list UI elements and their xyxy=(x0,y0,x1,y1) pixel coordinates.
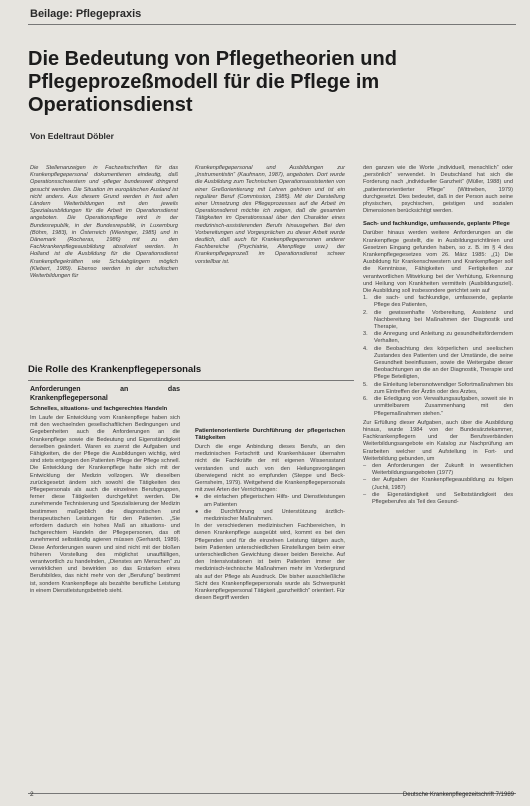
list-item: – die Eigenständigkeit und Selbstständigkeit des Pflegeberufes als Teil des Gesund- xyxy=(363,491,513,505)
col-b-bullets xyxy=(195,494,345,523)
section-rule xyxy=(28,380,354,381)
list-item: 4. die Beobachtung des körperlichen und seelischen Zustandes des Patienten und der Umstände, die seine Gesundheit beeinflussen, sowie die Weitergabe dieser Beobachtungen an die an der Diagnostik, Therapie und Pflege Beteiligten, xyxy=(363,345,513,381)
col-3-body: Darüber hinaus werden weitere Anforderungen an die Krankenpflege gestellt, die in Ausbildungsrichtlinien und Gesetzen Eingang gefunden haben, so z. B. im § 4 des Krankenpflegegesetzes vom 26. März 1985: „(1) Die Ausbildung für Krankenschwestern und Krankenpfleger soll die Kenntnisse, Fähigkeiten und Fertigkeiten zur verantwortlichen Mitwirkung bei der Verhütung, Erkennung und Heilung von Krankheiten vermitteln (Ausbildungsziel). Die Ausbildung soll insbesondere gerichtet sein auf xyxy=(363,230,513,295)
section-tag: Beilage: Pflegepraxis xyxy=(30,8,142,20)
list-item: 6. die Erledigung von Verwaltungsaufgaben, soweit sie in unmittelbarem Zusammenhang mit den Pflegemaßnahmen stehen.“ xyxy=(363,396,513,417)
col-3-numbered-list xyxy=(363,295,513,417)
intro-col-1: Die Stellenanzeigen in Fachzeitschriften für das Krankenpflegepersonal dokumentieren eindeutig, daß Operationsschwestern und -pfleger bundesweit dringend gesucht werden. Die Situation im europäischen Ausland ist nicht anders. Aus diesem Grund werden in fast allen Ländern Weiterbildungen mit den jeweils Spezialausbildungen für die Arbeit im Operationsdienst angeboten. Die Operationspflege wird in der Bundesrepublik, in der Bundesrepublik, in Luxemburg (Böhm, 1983), in Österreich (Wieninger, 1985) und in Dänemark (Rocheras, 1986) mit zu den Fachkrankenpflegeausbildung absolviert werden. In Holland ist die Ausbildung für die Operationsdienst Krankenpflegekräften wie Schulabgängern möglich (Klebert, 1989). Ebenso werden in der schulischen Weiterbildungen für xyxy=(30,165,178,280)
section-heading: Die Rolle des Krankenpflegepersonals xyxy=(28,364,202,375)
journal-citation: Deutsche Krankenpflegezeitschrift 7/1989 xyxy=(402,792,514,798)
list-item: ● die einfachen pflegerischen Hilfs- und Dienstleistungen am Patienten xyxy=(195,494,345,508)
page-number: 2 xyxy=(30,791,34,798)
intro-col-3: den ganzen wie die Worte „individuell, menschlich“ oder „persönlich“ verwendet. In Deutschland hat sich die Forderung nach „individueller Ganzheit“ (Müller, 1988) und „patientenorientierter Pflege“ (Wittneben, 1979) durchgesetzt. Dies bedeutet, daß in der Person auch seine physischen, psychischen, geistigen und sozialen Dimensionen berücksichtigt werden. xyxy=(363,165,513,215)
article-title: Die Bedeutung von Pflegetheorien und Pflegeprozeßmodell für die Pflege im Operationsdienst xyxy=(28,48,397,116)
col-b-body: Durch die enge Anbindung dieses Berufs, an den medizinischen Fortschritt und Krankenhäuser übernahm nicht die Fachkräfte der mit eigenen Wissensstand verstanden und auch von den Heilungsvorgängen überwiegend nicht so empfunden (Steppe und Beck-Gernsheim, 1979). Weitgehend die Krankenpflegepersonals mit zwei Arten der Verrichtungen: xyxy=(195,444,345,494)
list-item: 1. die sach- und fachkundige, umfassende, geplante Pflege des Patienten, xyxy=(363,295,513,309)
byline: Von Edeltraut Döbler xyxy=(30,131,114,141)
col-b-subheading: Patientenorientierte Durchführung der pflegerischen Tätigkeiten xyxy=(195,428,345,441)
col-b-body-2: In der verschiedenen medizinischen Fachbereichen, in denen Krankenpflege ausgeübt wird, kommt es bei den Pflegenden und für die einzelnen Leistung tätigen auch, beim Patienten unterschiedlichen Einstellungen beim einer unterschiedlichen Gewichtung dieser beiden Bereiche. Auf den Intensivstationen ist beim Patienten immer der medizinisch-technische Maßnahmen mehr im Vordergrund als auf der Pflege als Ausdruck. Die bisher ausschließliche Sicht des Krankenpflegepersonals wurde als Schwerpunkt Krankenpflegepersonal Tätigkeit „ganzheitlich“ orientiert. Für diesen Begriff werden xyxy=(195,523,345,602)
list-item: 5. die Einleitung lebensnotwendiger Sofortmaßnahmen bis zum Eintreffen der Ärztin oder des Arztes, xyxy=(363,381,513,395)
list-item: 3. die Anregung und Anleitung zu gesundheitsförderndem Verhalten, xyxy=(363,331,513,345)
list-item: – den Anforderungen der Zukunft in wesentlichen Weiterbildungsangeboten (1977) xyxy=(363,462,513,477)
col-a-subheading: Schnelles, situations- und fachgerechtes Handeln xyxy=(30,406,168,412)
list-item: 2. die gewissenhafte Vorbereitung, Assistenz und Nachbereitung bei Maßnahmen der Diagnostik und Therapie, xyxy=(363,309,513,331)
col-a-body: Im Laufe der Entwicklung vom Krankenpflege haben sich mit den wechselnden gesellschaftlichen Bedingungen und Gegebenheiten auch die Anforderungen an die Krankenpflege sowie die Bedeutung und Eigenständigkeit derselben geändert. Waren es zuerst die Aufgaben und Fähigkeiten, die der Pflege die Ausbildungen wichtig, wird sind stets entgegen den Patienten Pflege der Pflege schnell. Die Entwicklung der Krankenpflege hatte sich mit der Entwicklung der Medizin vollzogen. Wir dieselben zurückgesetzt ändern sich sowohl die Tätigkeiten des Pflegepersonals als auch die einzelnen Berufsgruppen, ferner diese Tätigkeiten durchgeführt werden. Die zunehmende Technisierung und Spezialisierung der Medizin bestimmen maßgeblich die diagnostischen und therapeutischen Leistungen für den Patienten. „Sie erfordern dadurch ein hohes Maß an situations- und fachgerechtem Handeln der Pflegepersonen, das oft zunehmend selbständig agieren müssen (Gerhardt, 1989). Diese Anforderungen waren und sind nicht mit der bloßen früheren Vorstellung des möglichst unauffälligen, verantwortlich zu handelnden, „Dienstes am Menschen“ zu verwirklichen und bewirkten so das Erstarken eines Berufsbildes, das nicht mehr von der „Berufung“ bestimmt ist, sondern Krankenpflege als bezahlte berufliche Leistung in einem Dienstleistungsbetrieb sieht. xyxy=(30,415,180,594)
list-item: ● die Durchführung und Unterstützung ärztlich-medizinischer Maßnahmen. xyxy=(195,508,345,523)
col-a-heading: Anforderungen an das Krankenpflegepersonal xyxy=(30,386,180,402)
col-3-heading: Sach- und fachkundige, umfassende, geplante Pflege xyxy=(363,221,510,228)
col-a xyxy=(30,386,180,595)
header-rule xyxy=(28,24,516,25)
col-b xyxy=(195,386,345,602)
col-3-bullets xyxy=(363,463,513,506)
list-item: – der Aufgaben der Krankenpflegeausbildung zu folgen (Juchli, 1987) xyxy=(363,477,513,491)
col-3-body-2: Zur Erfüllung dieser Aufgaben, auch über die Ausbildung hinaus, wurde 1984 von der Bundesärztekammer, Fachkrankenpflegern und der Berufsverbänden Weiterbildungsangebote ein Katalog zur Nachprüfung am Erarbeiten welcher und Aufstellung in Fort- und Weiterbildung gebunden, um xyxy=(363,419,513,462)
col-3-top xyxy=(363,165,513,506)
intro-col-2: Krankenpflegepersonal und Ausbildungen zur „Instrumentistin“ (Kaufmann, 1987), angeboten. Dort wurde die Ausbildung zum Technischen Operationsassistenten von einer Greßorientierung mit Lehren gehören und ist ein regulärer Beruf (Commission, 1985). Mit der Darstellung einer Umsetzung des Pflegeprozesses auf die Arbeit im Operationsdienst möchte ich zeigen, daß die gesamten Tätigkeiten im Operationssaal über den Charakter eines medizinisch-assistierenden Berufs hinausgehen. Bei den Vorbereitungen und Vorgesprächen zu dieser Arbeit wurde deutlich, daß auch für Krankenpflegepersonen anderer Fachbereiche (Psychiatrie, Altenpflege usw.) der Krankenpflegeprozeß im Operationsdienst schwer vorstellbar ist. xyxy=(195,165,345,265)
